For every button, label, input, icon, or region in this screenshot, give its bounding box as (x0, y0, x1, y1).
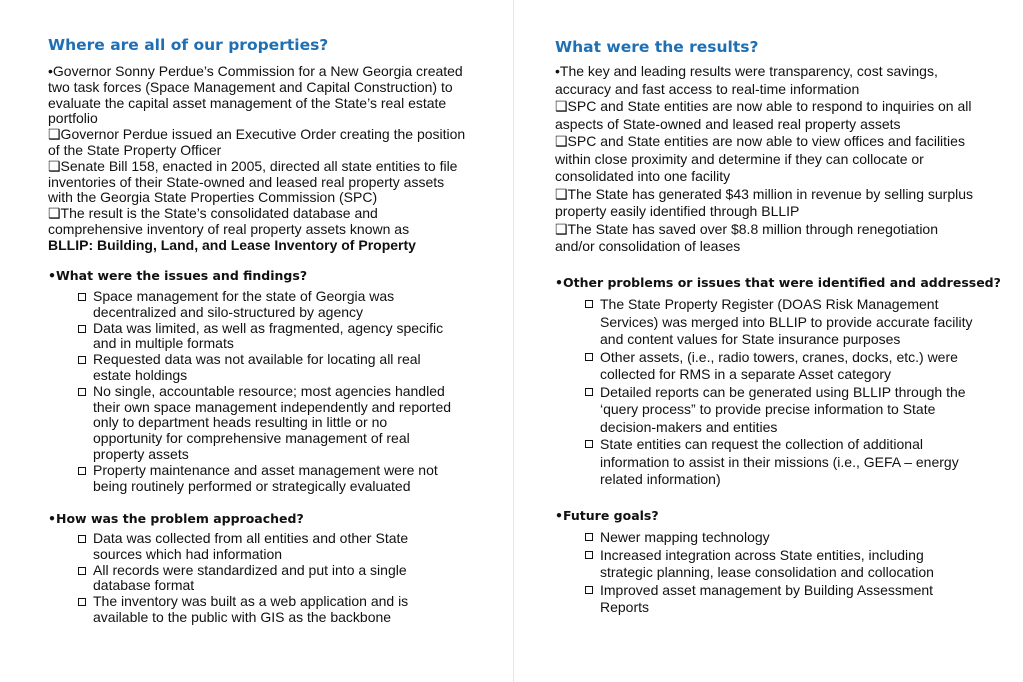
right-intro-item: ❑The State has saved over $8.8 million through renegotiation and/or consolidation of leases (555, 220, 939, 254)
list-item (76, 531, 456, 563)
approach-list (76, 531, 456, 626)
list-item (583, 547, 975, 582)
left-intro-item: ❑Governor Perdue issued an Executive Order creating the position of the State Property Officer (48, 126, 466, 158)
checkbox-bullet-icon (585, 353, 593, 361)
checkbox-bullet-icon (585, 440, 593, 448)
approach-heading: •How was the problem approached? (48, 511, 304, 526)
checkbox-bullet-icon (78, 325, 86, 333)
list-item-text: Space management for the state of Georgia was decentralized and silo-structured by agency (93, 288, 395, 320)
list-item (583, 529, 975, 547)
checkbox-bullet-icon (585, 300, 593, 308)
list-item-text: Requested data was not available for locating all real estate holdings (93, 351, 421, 383)
list-item (76, 594, 456, 626)
checkbox-bullet-icon (78, 293, 86, 301)
issues-heading: •What were the issues and findings? (48, 268, 308, 283)
list-item (583, 582, 975, 617)
list-item (583, 296, 975, 349)
list-item (76, 463, 456, 495)
list-item-text: All records were standardized and put into a single database format (93, 561, 407, 594)
left-intro-text: •Governor Sonny Perdue’s Commission for a New Georgia created two task forces (Space Management and Capital Construction) to evaluate the capital asset management of the State’s real estate portfolio (48, 63, 463, 127)
checkbox-bullet-icon (78, 388, 86, 396)
list-item (76, 384, 456, 463)
left-intro-item: ❑The result is the State’s consolidated database and comprehensive inventory of real property assets known as (48, 205, 410, 237)
list-item-text: Data was collected from all entities and other State sources which had information (93, 530, 409, 562)
list-item (583, 436, 975, 489)
right-intro-item: ❑SPC and State entities are now able to respond to inquiries on all aspects of State-owned and leased real property assets (555, 98, 972, 132)
future-goals-heading: •Future goals? (555, 508, 659, 523)
checkbox-bullet-icon (78, 467, 86, 475)
checkbox-bullet-icon (585, 586, 593, 594)
right-intro-item: ❑SPC and State entities are now able to view offices and facilities within close proximity and determine if they can collocate or consolidated into one facility (555, 133, 965, 184)
list-item-text: The inventory was built as a web application and is available to the public with GIS as the backbone (93, 593, 409, 625)
right-intro-item: ❑The State has generated $43 million in revenue by selling surplus property easily identified through BLLIP (555, 185, 974, 219)
right-title: What were the results? (555, 38, 759, 56)
list-item-text: The State Property Register (DOAS Risk Management Services) was merged into BLLIP to provide accurate facility and content values for State insurance purposes (600, 296, 973, 347)
list-item-text: Detailed reports can be generated using BLLIP through the ‘query process” to provide precise information to State decision-makers and entities (600, 383, 966, 435)
right-intro-block (555, 63, 975, 256)
other-problems-list (583, 296, 975, 489)
checkbox-bullet-icon (78, 356, 86, 364)
list-item (583, 384, 975, 437)
list-item (76, 352, 456, 384)
checkbox-bullet-icon (585, 388, 593, 396)
left-title: Where are all of our properties? (48, 36, 329, 54)
left-intro-item: ❑Senate Bill 158, enacted in 2005, directed all state entities to file inventories of their State-owned and leased real property assets with the Georgia State Properties Commission (SPC) (48, 157, 458, 206)
checkbox-bullet-icon (78, 535, 86, 543)
checkbox-bullet-icon (585, 551, 593, 559)
future-goals-list (583, 529, 975, 617)
list-item-text: Improved asset management by Building Assessment Reports (600, 581, 934, 615)
list-item-text: No single, accountable resource; most agencies handled their own space management independently and reported only to department heads resulting in little or no opportunity for comprehensive management of real property assets (93, 382, 452, 462)
list-item-text: State entities can request the collection of additional information to assist in their missions (i.e., GEFA – energy related information) (600, 436, 959, 487)
list-item (76, 563, 456, 595)
checkbox-bullet-icon (585, 533, 593, 541)
list-item (76, 289, 456, 321)
list-item-text: Newer mapping technology (600, 529, 770, 545)
list-item-text: Increased integration across State entities, including strategic planning, lease consolidation and collocation (600, 546, 934, 580)
other-problems-heading: •Other problems or issues that were identified and addressed? (555, 275, 1001, 290)
list-item-text: Data was limited, as well as fragmented, agency specific and in multiple formats (93, 319, 444, 352)
list-item-text: Property maintenance and asset management were not being routinely performed or strategically evaluated (93, 461, 438, 494)
checkbox-bullet-icon (78, 598, 86, 606)
list-item (583, 349, 975, 384)
list-item-text: Other assets, (i.e., radio towers, cranes, docks, etc.) were collected for RMS in a separate Asset category (600, 348, 958, 382)
column-divider (513, 0, 514, 682)
list-item (76, 321, 456, 353)
right-intro-text: •The key and leading results were transparency, cost savings, accuracy and fast access to real-time information (555, 63, 938, 97)
checkbox-bullet-icon (78, 567, 86, 575)
bllip-definition: BLLIP: Building, Land, and Lease Inventory of Property (48, 236, 416, 253)
issues-list (76, 289, 456, 494)
left-intro-block (48, 64, 468, 254)
